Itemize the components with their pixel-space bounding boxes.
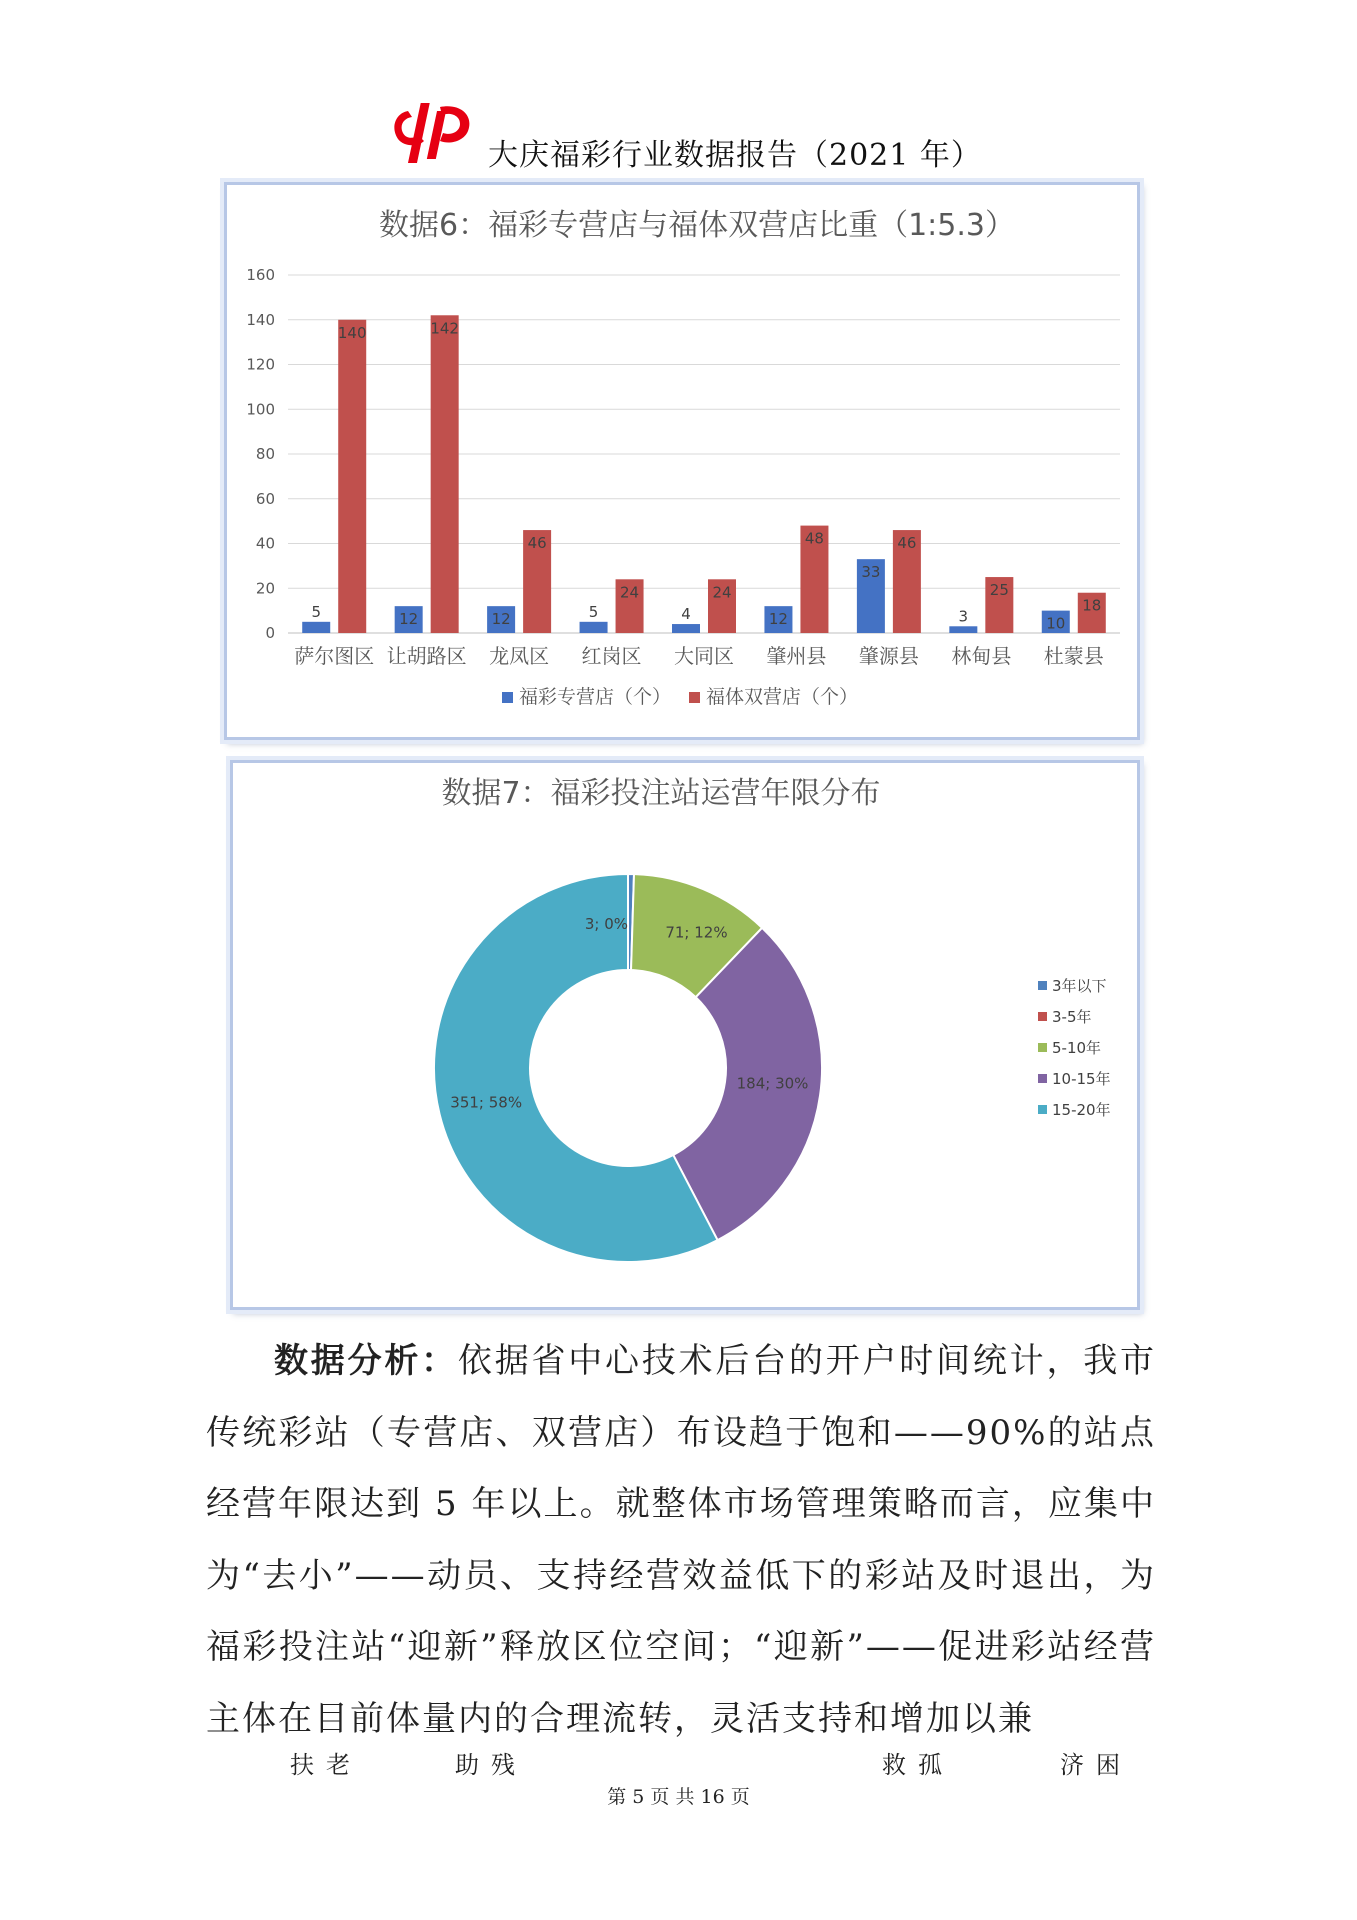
legend-swatch (1038, 981, 1047, 990)
y-tick-label: 100 (246, 400, 275, 419)
legend-swatch (1038, 1105, 1047, 1114)
x-category-label: 林甸县 (951, 644, 1012, 668)
legend-swatch-dual (689, 692, 700, 703)
bar-chart-title: 数据6：福彩专营店与福体双营店比重（1:5.3） (379, 208, 1015, 243)
y-tick-label: 160 (246, 266, 275, 284)
bar-data-label: 142 (430, 319, 459, 338)
legend-label: 15-20年 (1052, 1101, 1111, 1119)
x-category-label: 杜蒙县 (1043, 644, 1104, 668)
motto-4: 济困 (1060, 1751, 1132, 1779)
footer-mottos (290, 1745, 1132, 1785)
x-category-label: 让胡路区 (386, 644, 467, 668)
bar-data-label: 5 (588, 602, 599, 621)
slice-data-label: 71; 12% (665, 923, 728, 942)
legend-label: 3年以下 (1052, 977, 1107, 995)
bar-data-label: 10 (1046, 614, 1066, 633)
bar-dual-store (431, 315, 459, 633)
analysis-paragraph (206, 1326, 1156, 1755)
legend-swatch (1038, 1012, 1047, 1021)
legend-label-specialty: 福彩专营店（个） (519, 686, 672, 708)
y-tick-label: 20 (255, 579, 275, 598)
legend-swatch (1038, 1043, 1047, 1052)
motto-3: 救孤 (882, 1751, 954, 1779)
bar-data-label: 24 (620, 583, 640, 602)
motto-1: 扶老 (290, 1751, 362, 1779)
bar-chart (227, 185, 1137, 737)
doughnut-chart-panel (230, 760, 1140, 1310)
bar-chart-panel (224, 182, 1140, 740)
x-category-label: 肇源县 (858, 644, 919, 668)
y-tick-label: 0 (265, 624, 275, 642)
bar-dual-store (338, 320, 366, 633)
bar-data-label: 18 (1082, 596, 1102, 615)
x-category-label: 红岗区 (581, 644, 642, 668)
legend-label-dual: 福体双营店（个） (706, 686, 859, 708)
doughnut-chart-title: 数据7：福彩投注站运营年限分布 (441, 776, 881, 811)
bar-data-label: 140 (337, 323, 367, 342)
bar-data-label: 33 (861, 563, 881, 582)
report-header-title: 大庆福彩行业数据报告（2021 年） (488, 138, 982, 173)
slice-data-label: 3; 0% (584, 915, 628, 933)
x-category-label: 大同区 (674, 644, 734, 668)
analysis-lead: 数据分析： (274, 1341, 458, 1381)
welfare-lottery-logo (388, 97, 480, 167)
bar-data-label: 46 (897, 534, 917, 553)
y-tick-label: 80 (255, 445, 275, 463)
bar-data-label: 48 (804, 529, 824, 548)
bar-specialty-store (949, 626, 977, 633)
slice-data-label: 351; 58% (450, 1093, 523, 1112)
legend-label: 10-15年 (1052, 1070, 1111, 1088)
bar-data-label: 3 (958, 607, 969, 626)
bar-specialty-store (302, 622, 330, 633)
bar-specialty-store (580, 622, 608, 633)
bar-data-label: 5 (311, 602, 321, 621)
bar-data-label: 12 (768, 610, 788, 629)
x-category-label: 龙凤区 (489, 644, 550, 668)
doughnut-chart (233, 763, 1137, 1307)
bar-data-label: 25 (989, 581, 1009, 600)
bar-data-label: 24 (712, 583, 732, 602)
y-tick-label: 120 (246, 355, 275, 374)
motto-2: 助残 (455, 1751, 527, 1779)
bar-data-label: 12 (491, 610, 511, 629)
bar-specialty-store (672, 624, 700, 633)
bar-data-label: 46 (527, 534, 547, 553)
y-tick-label: 60 (255, 489, 275, 508)
legend-swatch (1038, 1074, 1047, 1083)
x-category-label: 萨尔图区 (294, 644, 375, 668)
y-tick-label: 40 (255, 534, 275, 553)
bar-data-label: 12 (399, 610, 419, 629)
slice-data-label: 184; 30% (736, 1074, 809, 1093)
analysis-body: 依据省中心技术后台的开户时间统计，我市传统彩站（专营店、双营店）布设趋于饱和——90%的站点经营年限达到 5 年以上。就整体市场管理策略而言，应集中为“去小”——动员、支持经营效益低下的彩站及时退出，为福彩投注站“迎新”释放区位空间；“迎新”——促进彩站经营主体在目前体量内的合理流转，灵活支持和增加以兼 (206, 1341, 1157, 1739)
legend-swatch-specialty (502, 692, 513, 703)
x-category-label: 肇州县 (766, 644, 827, 668)
y-tick-label: 140 (246, 310, 275, 329)
bar-data-label: 4 (681, 605, 691, 624)
page-number: 第 5 页 共 16 页 (607, 1786, 750, 1808)
legend-label: 5-10年 (1052, 1039, 1102, 1057)
legend-label: 3-5年 (1052, 1008, 1092, 1026)
